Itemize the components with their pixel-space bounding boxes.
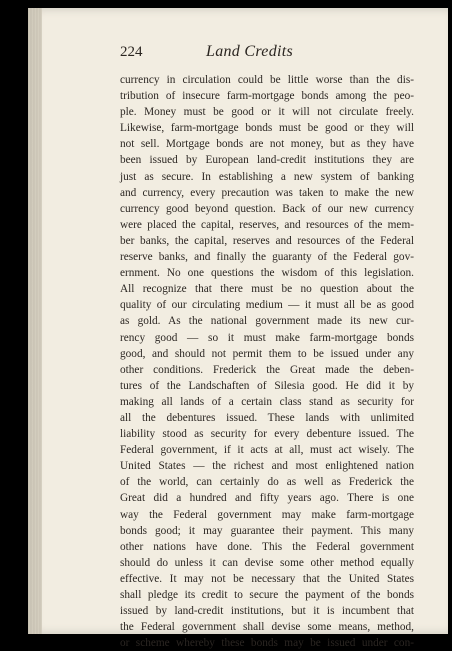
text-line: quality of our circulating medium — it must all be as good [120, 299, 414, 312]
text-line: just as secure. In establishing a new system of banking [120, 170, 414, 183]
text-line: should do unless it can devise some other method equally [120, 556, 414, 569]
text-line: Great did a hundred and fifty years ago. There is one [120, 492, 414, 505]
running-head [120, 44, 412, 64]
text-line: ple. Money must be good or it will not circulate freely. [120, 106, 414, 119]
text-line: been issued by European land-credit institutions they are [120, 154, 414, 167]
text-line: ber banks, the capital, reserves and resources of the Federal [120, 234, 414, 247]
body-text [120, 72, 414, 651]
text-line: as gold. As the national government made its new cur- [120, 315, 414, 328]
text-line: the Federal government shall devise some means, method, [120, 621, 414, 634]
text-line: tribution of insecure farm-mortgage bonds among the peo- [120, 90, 414, 103]
text-line: all the debentures issued. These lands with unlimited [120, 411, 414, 424]
page-edges [28, 8, 42, 634]
text-line: bonds good; it may guarantee their payment. This many [120, 524, 414, 537]
text-line: other nations have done. This the Federal government [120, 540, 414, 553]
text-line: were placed the capital, reserves, and resources of the mem- [120, 218, 414, 231]
text-line: reserve banks, and finally the guaranty of the Federal gov- [120, 251, 414, 264]
chapter-title: Land Credits [206, 43, 294, 60]
text-line: ernment. No one questions the wisdom of this legislation. [120, 267, 414, 280]
text-line: making all lands of a certain class stand as security for [120, 395, 414, 408]
text-line: currency in circulation could be little worse than the dis- [120, 74, 414, 86]
text-line: Federal government, if it acts at all, must act wisely. The [120, 444, 414, 457]
text-line: and currency, every precaution was taken to make the new [120, 186, 414, 199]
text-line: of the world, can certainly do as well as Frederick the [120, 476, 414, 489]
text-line: effective. It may not be necessary that the United States [120, 572, 414, 585]
text-line: other conditions. Frederick the Great made the deben- [120, 363, 414, 376]
text-line: good, and should not permit them to be issued under any [120, 347, 414, 360]
text-line: tures of the Landschaften of Silesia good. He did it by [120, 379, 414, 392]
text-line: issued by land-credit institutions, but it is incumbent that [120, 605, 414, 618]
text-line: shall pledge its credit to secure the payment of the bonds [120, 589, 414, 601]
text-line: currency good beyond question. Back of our new currency [120, 202, 414, 215]
page-number: 224 [120, 44, 143, 60]
text-line: All recognize that there must be no question about the [120, 283, 414, 296]
text-line: Likewise, farm-mortgage bonds must be good or they will [120, 122, 414, 135]
text-line: not sell. Mortgage bonds are not money, but as they have [120, 138, 414, 151]
text-line: United States — the richest and most enlightened nation [120, 460, 414, 473]
text-line: or scheme whereby these bonds may be issued under con- [120, 637, 414, 650]
text-line: liability stood as security for every debenture issued. The [120, 428, 414, 441]
text-line: way the Federal government may make farm-mortgage [120, 508, 414, 521]
text-line: rency good — so it must make farm-mortgage bonds [120, 331, 414, 344]
